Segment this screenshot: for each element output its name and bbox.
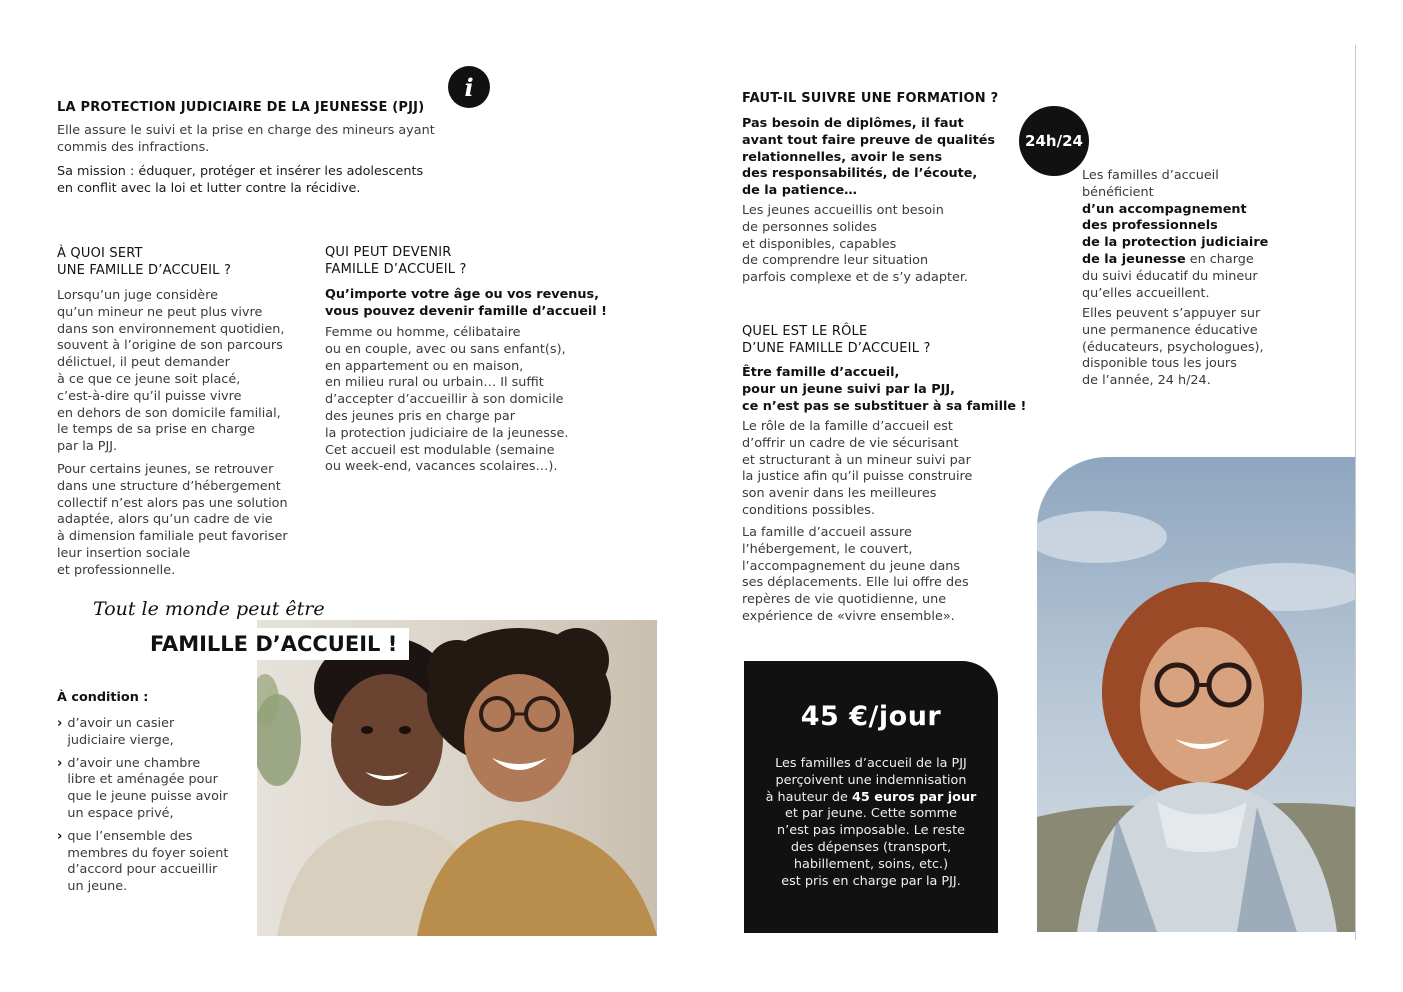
section-role-paragraph2: Pour certains jeunes, se retrouver dans une structure d’hébergement collectif n’est alors pas une solution adaptée, alors qu’un cadre de vie à dimension familiale peut favoriser leur insertion sociale et professionnelle. [57,462,288,578]
section-role-title: À QUOI SERT UNE FAMILLE D’ACCUEIL ? [57,246,232,278]
section-who-body: Femme ou homme, célibataire ou en couple, avec ou sans enfant(s), en appartement ou en maison, en milieu rural ou urbain… Il suffit d’accepter d’accueillir à son domicile des jeunes pris en charge par la protection judiciaire de la jeunesse. Cet accueil est modulable (semaine ou week-end, vacances scolaires…). [325,325,569,475]
section-family-role-title: QUEL EST LE RÔLE D’UNE FAMILLE D’ACCUEIL ? [742,324,931,356]
tagline-title: FAMILLE D’ACCUEIL ! [140,628,409,660]
condition-item [57,756,247,823]
section-training-body: Les jeunes accueillis ont besoin de personnes solides et disponibles, capables de comprendre leur situation parfois complexe et de s’y adapter. [742,203,969,286]
chevron-right-icon: › [57,828,63,844]
support-paragraph2: Elles peuvent s’appuyer sur une permanence éducative (éducateurs, psychologues), disponible tous les jours de l’année, 24 h/24. [1082,306,1264,389]
section-family-role-paragraph1: Le rôle de la famille d’accueil est d’offrir un cadre de vie sécurisant et structurant à un mineur suivi par la justice afin qu’il puisse construire son avenir dans les meilleures conditions possibles. [742,419,973,518]
condition-text: d’avoir une chambre libre et aménagée pour que le jeune puisse avoir un espace privé, [67,755,228,821]
chevron-right-icon: › [57,716,63,731]
support-text-bold: d’un accompagnement des professionnels de la protection judiciaire de la jeunesse [1082,201,1269,267]
section-training-title: FAUT-IL SUIVRE UNE FORMATION ? [742,91,999,106]
support-paragraph1 [1082,168,1268,302]
allowance-text-bold: 45 euros par jour [851,789,977,805]
tagline-script: Tout le monde peut être [93,598,325,620]
info-icon: i [448,66,490,108]
photo-two-women [257,620,657,936]
photo-foster-mother [1037,457,1355,932]
pjj-mission: Sa mission : éduquer, protéger et insérer les adolescents en conflit avec la loi et lutter contre la récidive. [57,164,424,196]
section-who-lead: Qu’importe votre âge ou vos revenus, vous pouvez devenir famille d’accueil ! [325,287,607,319]
hours-badge: 24h/24 [1019,106,1089,176]
section-family-role-lead: Être famille d’accueil, pour un jeune suivi par la PJJ, ce n’est pas se substituer à sa famille ! [742,365,1027,414]
section-family-role-paragraph2: La famille d’accueil assure l’hébergement, le couvert, l’accompagnement du jeune dans ses déplacements. Elle lui offre des repères de vie quotidienne, une expérience de «vivre ensemble». [742,525,969,624]
section-training-lead: Pas besoin de diplômes, il faut avant tout faire preuve de qualités relationnelles, avoir le sens des responsabilités, de l’écoute, de la patience… [742,116,996,199]
allowance-text [764,756,978,890]
condition-text: que l’ensemble des membres du foyer soient d’accord pour accueillir un jeune. [67,828,229,895]
allowance-box [744,661,998,933]
page-edge-divider [1355,45,1356,940]
pjj-title: LA PROTECTION JUDICIAIRE DE LA JEUNESSE (PJJ) [57,100,425,115]
section-role-paragraph1: Lorsqu’un juge considère qu’un mineur ne peut plus vivre dans son environnement quotidien, souvent à l’origine de son parcours délictuel, il peut demander à ce que ce jeune soit placé, c’est-à-dire qu’il puisse vivre en dehors de son domicile familial, le temps de sa prise en charge par la PJJ. [57,288,285,455]
condition-item [57,716,247,750]
condition-text: d’avoir un casier judiciaire vierge, [67,716,175,748]
support-text-c: en charge du suivi éducatif du mineur qu’elles accueillent. [1082,251,1258,301]
allowance-text-b: et par jeune. Cette somme n’est pas imposable. Le reste des dépenses (transport, habillement, soins, etc.) est pris en charge par la PJJ. [777,806,965,889]
chevron-right-icon: › [57,755,63,771]
condition-item [57,829,247,896]
allowance-title: 45 €/jour [800,701,942,732]
conditions-list [57,716,247,900]
support-text-a: Les familles d’accueil bénéficient [1082,168,1219,200]
section-who-title: QUI PEUT DEVENIR FAMILLE D’ACCUEIL ? [325,245,467,277]
pjj-description: Elle assure le suivi et la prise en charge des mineurs ayant commis des infractions. [57,123,435,155]
allowance-text-a: Les familles d’accueil de la PJJ perçoivent une indemnisation à hauteur de [765,756,967,805]
conditions-title: À condition : [57,690,149,705]
